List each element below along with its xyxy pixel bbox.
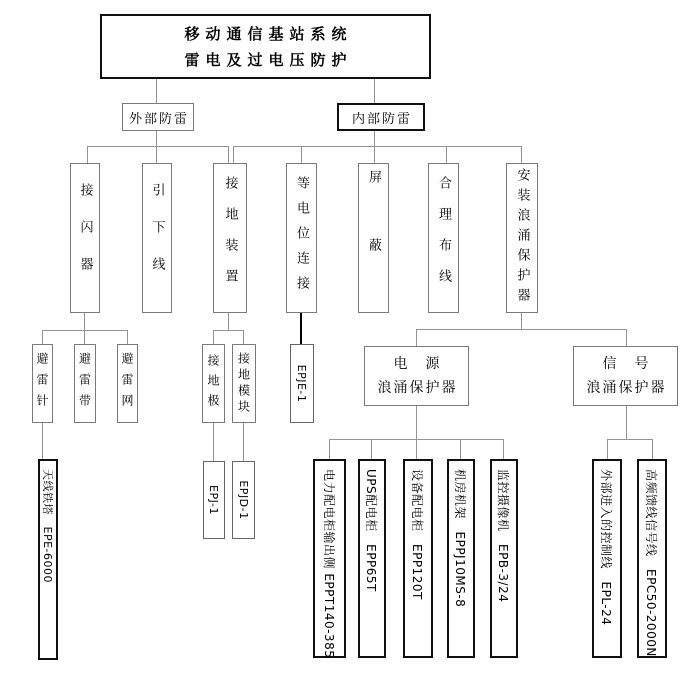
- drop-control-line: [607, 439, 608, 459]
- node-cctv-camera-label: 监控摄像机 EPB-3/24: [496, 469, 511, 603]
- node-equipment-cabinet-label: 设备配电柜 EPP120T: [410, 469, 425, 600]
- drop-ups-cabinet: [371, 439, 372, 459]
- node-epjd1-label: EPJD-1: [237, 480, 250, 520]
- node-lightning-rod-label: 避雷针: [35, 352, 49, 415]
- node-air-terminal: [70, 163, 100, 313]
- drop-cctv-camera: [503, 439, 504, 459]
- title-line2: 雷电及过电压防护: [184, 50, 353, 69]
- node-signal-spd-line2: 浪涌保护器: [586, 380, 667, 396]
- node-power-cabinet-label: 电力配电柜输出侧 EPPT140-385: [322, 469, 336, 659]
- connector-external-down: [156, 131, 157, 146]
- node-lightning-net: [117, 344, 138, 423]
- node-grounding-device-label: 接地装置: [222, 176, 238, 300]
- drop-down-conductor: [156, 146, 157, 163]
- drop-air-terminal: [87, 146, 88, 163]
- node-room-rack: [447, 459, 475, 658]
- title-box: [100, 14, 431, 79]
- node-grounding-module: [232, 344, 256, 423]
- node-external-control-line: [592, 459, 622, 658]
- drop-electrode: [213, 330, 214, 344]
- connector-grounding-down: [228, 313, 229, 330]
- bus-external: [87, 146, 229, 147]
- node-external-control-line-label: 外部进入的控制线 EPL-24: [599, 469, 614, 626]
- drop-shielding: [374, 146, 375, 163]
- drop-signal-spd: [626, 329, 627, 346]
- drop-power-cabinet: [329, 439, 330, 459]
- node-reasonable-wiring: [428, 163, 459, 313]
- node-equipment-cabinet: [403, 459, 433, 658]
- node-grounding-device: [213, 163, 247, 313]
- node-lightning-net-label: 避雷网: [120, 352, 134, 415]
- node-antenna-tower-label: 天线铁塔 EPE-6000: [41, 469, 54, 583]
- bus-internal: [233, 146, 522, 147]
- node-cctv-camera: [490, 459, 518, 658]
- node-hf-feeder-line-label: 高频馈线信号线 EPC50-2000N: [644, 469, 659, 657]
- node-down-conductor: [142, 163, 172, 313]
- connector-electrode-epj1: [213, 423, 214, 461]
- node-internal-protection: [337, 103, 425, 131]
- node-grounding-module-label: 接地模块: [236, 351, 251, 416]
- node-internal-protection-label: 内部防雷: [351, 111, 412, 127]
- node-lightning-belt: [74, 344, 96, 423]
- node-shielding: [358, 163, 389, 313]
- drop-module: [243, 330, 244, 344]
- connector-title-to-external: [156, 79, 157, 103]
- node-ups-cabinet-label: UPS配电柜 EPP65T: [364, 469, 379, 592]
- node-external-protection-label: 外部防雷: [128, 111, 189, 127]
- drop-grounding-int: [233, 146, 234, 163]
- connector-signal-spd-down: [626, 406, 627, 439]
- node-epje1-label: EPJE-1: [295, 364, 309, 403]
- connector-equipotential-epje1: [300, 313, 302, 344]
- node-signal-spd: [573, 346, 678, 406]
- node-epje1: [290, 344, 314, 423]
- bus-air-terminal: [42, 330, 128, 331]
- node-room-rack-label: 机房机架 EPPJ10MS-8: [453, 469, 468, 608]
- node-equipotential-bonding: [286, 163, 317, 313]
- node-power-cabinet: [313, 459, 346, 658]
- drop-rod: [42, 330, 43, 344]
- connector-module-epjd1: [243, 423, 244, 461]
- title-line1: 移动通信基站系统: [184, 24, 353, 43]
- drop-grounding-ext: [228, 146, 229, 163]
- node-grounding-electrode-label: 接地极: [206, 353, 220, 414]
- connector-air-terminal-down: [84, 313, 85, 330]
- node-epj1-label: EPJ-1: [207, 485, 221, 515]
- bus-grounding: [213, 330, 243, 331]
- connector-install-spd-down: [521, 313, 522, 329]
- drop-net: [127, 330, 128, 344]
- node-epjd1: [232, 461, 255, 539]
- drop-power-spd: [416, 329, 417, 346]
- connector-rod-tower: [42, 423, 43, 459]
- drop-equipment-cabinet: [416, 439, 417, 459]
- node-air-terminal-label: 接闪器: [77, 182, 93, 294]
- drop-install-spd: [521, 146, 522, 163]
- drop-room-rack: [460, 439, 461, 459]
- node-hf-feeder-line: [637, 459, 667, 658]
- node-ups-cabinet: [358, 459, 386, 658]
- node-shielding-label: 屏蔽: [366, 170, 381, 306]
- node-external-protection: [122, 103, 194, 131]
- node-lightning-belt-label: 避雷带: [77, 352, 92, 415]
- bus-signal-spd: [607, 439, 652, 440]
- node-power-spd-line2: 浪涌保护器: [377, 380, 458, 396]
- node-epj1: [203, 461, 225, 539]
- node-lightning-rod: [32, 344, 53, 423]
- connector-power-spd-down: [416, 406, 417, 439]
- node-reasonable-wiring-label: 合理布线: [436, 176, 451, 300]
- node-install-spd-label: 安装浪涌保护器: [514, 168, 530, 308]
- drop-equipotential: [301, 146, 302, 163]
- drop-hf-feeder: [652, 439, 653, 459]
- node-down-conductor-label: 引下线: [149, 182, 165, 294]
- node-grounding-electrode: [202, 344, 225, 423]
- drop-belt: [84, 330, 85, 344]
- node-power-spd: [364, 346, 469, 406]
- connector-internal-down: [374, 131, 375, 146]
- connector-title-to-internal: [374, 79, 375, 103]
- node-signal-spd-line1: 信 号: [602, 356, 651, 372]
- node-equipotential-bonding-label: 等电位连接: [294, 175, 309, 301]
- drop-wiring: [446, 146, 447, 163]
- bus-spd: [416, 329, 626, 330]
- node-install-spd: [506, 163, 538, 313]
- node-antenna-tower: [38, 459, 58, 660]
- node-power-spd-line1: 电 源: [393, 356, 442, 372]
